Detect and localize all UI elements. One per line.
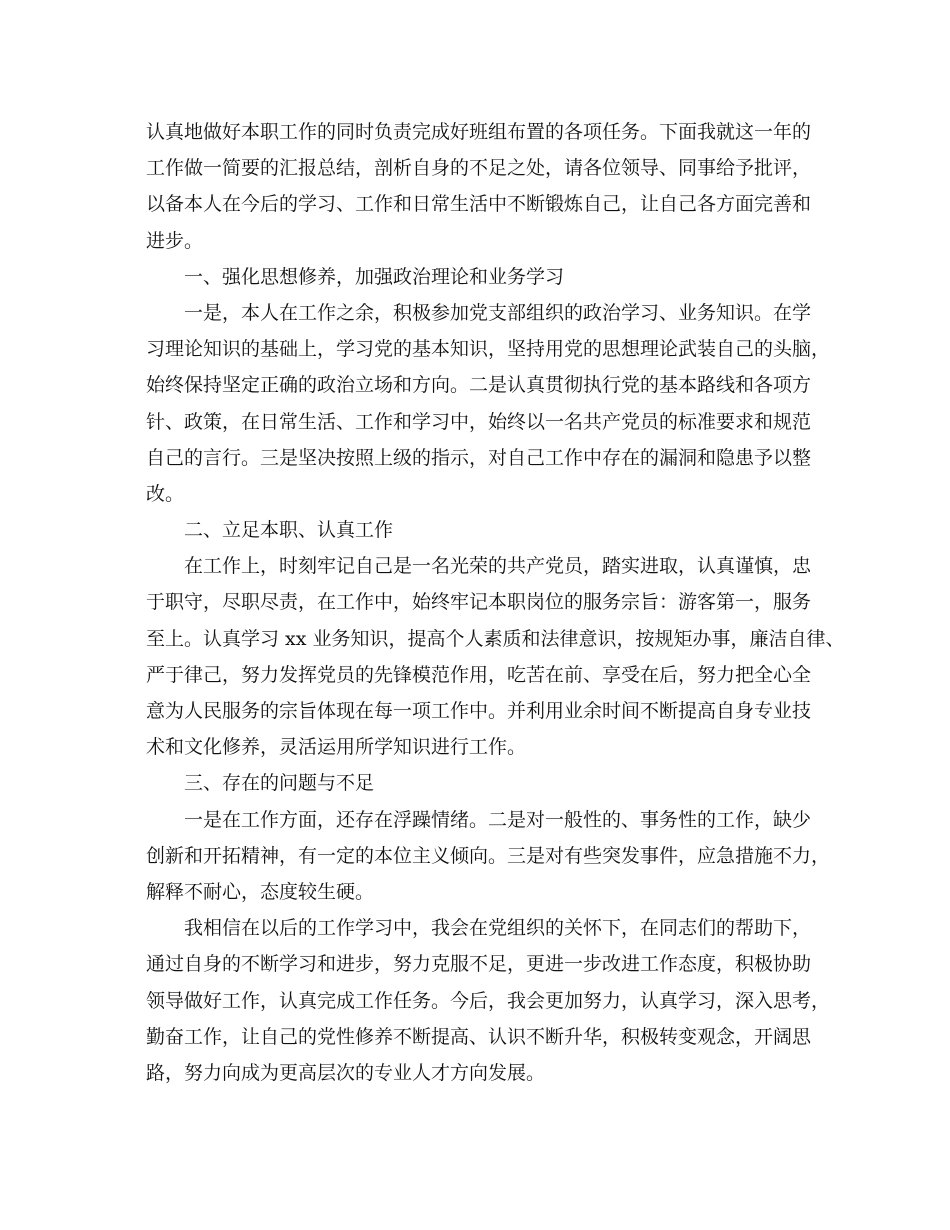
text-line: 针、政策，在日常生活、工作和学习中，始终以一名共产党员的标准要求和规范	[146, 410, 812, 433]
text-line: 路，努力向成为更高层次的专业人才方向发展。	[146, 1061, 546, 1084]
text-line: 我相信在以后的工作学习中，我会在党组织的关怀下，在同志们的帮助下，	[184, 917, 812, 940]
text-line: 三、存在的问题与不足	[184, 772, 375, 795]
text-line: 始终保持坚定正确的政治立场和方向。二是认真贯彻执行党的基本路线和各项方	[146, 374, 812, 397]
text-line: 领导做好工作，认真完成工作任务。今后，我会更加努力，认真学习，深入思考，	[146, 989, 831, 1012]
text-line: 习理论知识的基础上，学习党的基本知识，坚持用党的思想理论武装自己的头脑，	[146, 338, 831, 361]
text-line: 以备本人在今后的学习、工作和日常生活中不断锻炼自己，让自己各方面完善和	[146, 193, 812, 216]
text-line: 一是在工作方面，还存在浮躁情绪。二是对一般性的、事务性的工作，缺少	[184, 808, 812, 831]
text-line: 于职守，尽职尽责，在工作中，始终牢记本职岗位的服务宗旨：游客第一，服务	[146, 591, 812, 614]
text-line: 解释不耐心，态度较生硬。	[146, 880, 375, 903]
text-line: 二、立足本职、认真工作	[184, 519, 394, 542]
text-line: 一、强化思想修养，加强政治理论和业务学习	[184, 265, 565, 288]
text-line: 严于律己，努力发挥党员的先锋模范作用，吃苦在前、享受在后，努力把全心全	[146, 663, 812, 686]
text-line: 意为人民服务的宗旨体现在每一项工作中。并利用业余时间不断提高自身专业技	[146, 700, 812, 722]
text-line: 术和文化修养，灵活运用所学知识进行工作。	[146, 736, 527, 759]
document-body	[146, 114, 845, 1091]
text-line: 工作做一简要的汇报总结，剖析自身的不足之处，请各位领导、同事给予批评，	[146, 157, 812, 180]
text-line: 至上。认真学习 xx 业务知识，提高个人素质和法律意识，按规矩办事，廉洁自律、	[146, 627, 845, 650]
text-line: 一是，本人在工作之余，积极参加党支部组织的政治学习、业务知识。在学	[184, 301, 812, 324]
text-line: 进步。	[146, 229, 204, 252]
text-line: 改。	[146, 482, 185, 505]
text-line: 自己的言行。三是坚决按照上级的指示，对自己工作中存在的漏洞和隐患予以整	[146, 446, 812, 469]
text-line: 通过自身的不断学习和进步，努力克服不足，更进一步改进工作态度，积极协助	[146, 953, 812, 976]
text-line: 在工作上，时刻牢记自己是一名光荣的共产党员，踏实进取，认真谨慎，忠	[184, 555, 812, 578]
text-line: 创新和开拓精神，有一定的本位主义倾向。三是对有些突发事件，应急措施不力，	[146, 844, 831, 867]
text-line: 勤奋工作，让自己的党性修养不断提高、认识不断升华，积极转变观念，开阔思	[146, 1025, 812, 1048]
text-line: 认真地做好本职工作的同时负责完成好班组布置的各项任务。下面我就这一年的	[146, 121, 812, 143]
